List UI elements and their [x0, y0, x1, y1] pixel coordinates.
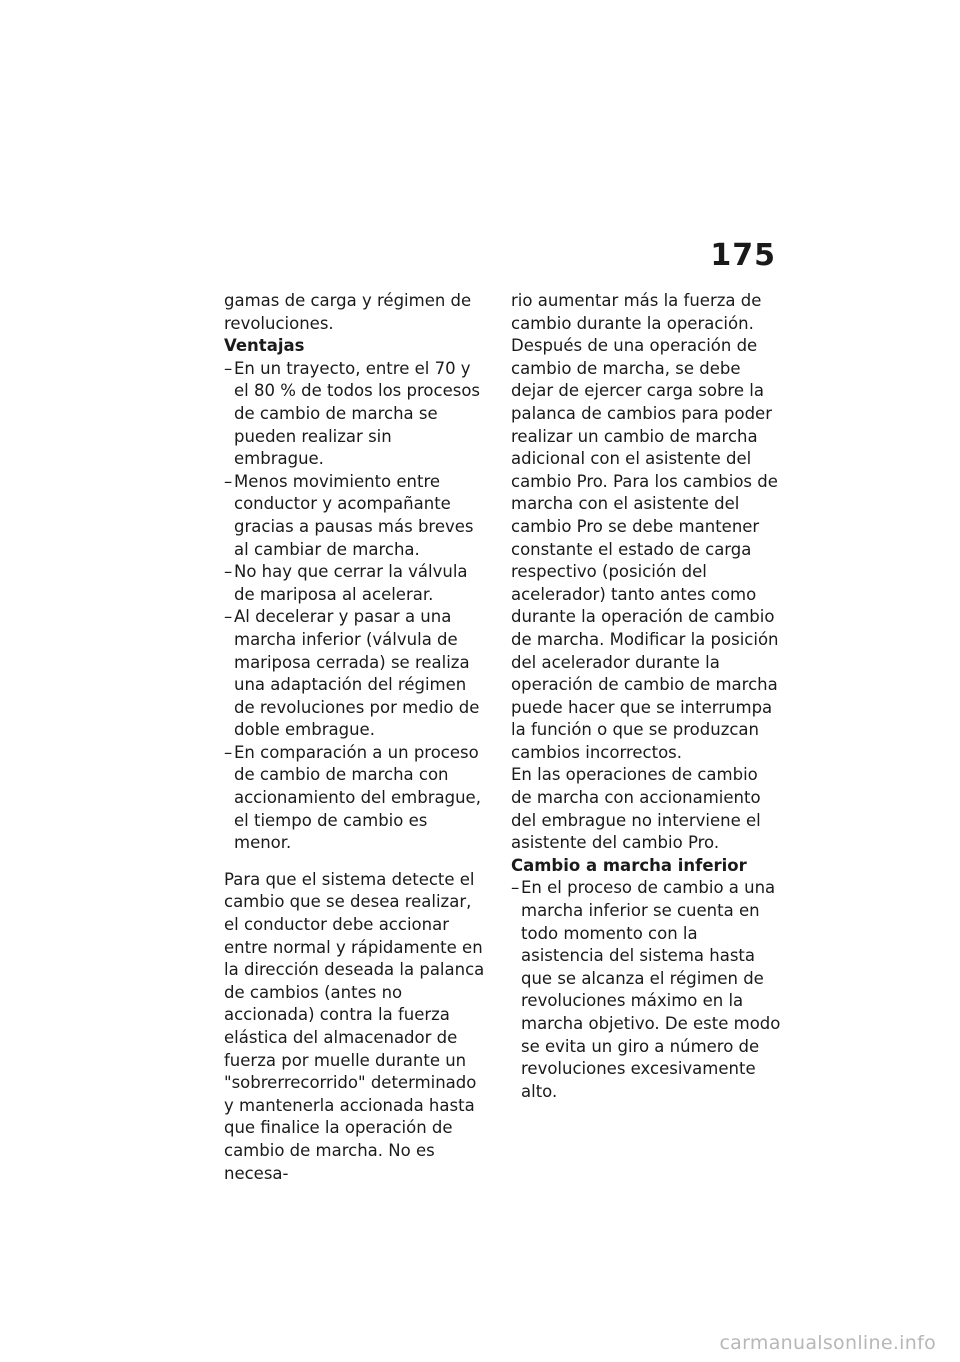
- intro-paragraph: gamas de carga y régimen de revoluciones.: [224, 291, 472, 333]
- list-item: – Menos movimiento entre conductor y acompañante gracias a pausas más breves al cambiar de marcha.: [224, 471, 486, 561]
- downshift-list: [511, 877, 781, 1103]
- list-item: – Al decelerar y pasar a una marcha inferior (válvula de mariposa cerrada) se realiza una adaptación del régimen de revoluciones por medio de doble embrague.: [224, 606, 486, 742]
- list-item: – En comparación a un proceso de cambio de marcha con accionamiento del embrague, el tiempo de cambio es menor.: [224, 742, 486, 855]
- list-item: – En un trayecto, entre el 70 y el 80 % de todos los procesos de cambio de marcha se pueden realizar sin embrague.: [224, 358, 486, 471]
- list-item: – No hay que cerrar la válvula de mariposa al acelerar.: [224, 561, 486, 606]
- body-paragraph: Para que el sistema detecte el cambio que se desea realizar, el conductor debe accionar entre normal y rápidamente en la dirección deseada la palanca de cambios (antes no accionada) contra la fuerza elástica del almacenador de fuerza por muelle durante un "sobrerrecorrido" determinado y mantenerla accionada hasta que finalice la operación de cambio de marcha. No es necesa-: [224, 869, 485, 1183]
- body-paragraph: rio aumentar más la fuerza de cambio durante la operación. Después de una operación de cambio de marcha, se debe dejar de ejercer carga sobre la palanca de cambios para poder realizar un cambio de marcha adicional con el asistente del cambio Pro. Para los cambios de marcha con el asistente del cambio Pro se debe mantener constante el estado de carga respectivo (posición del acelerador) tanto antes como durante la operación de cambio de marcha. Modificar la posición del acelerador durante la operación de cambio de marcha puede hacer que se interrumpa la función o que se produzcan cambios incorrectos.: [511, 291, 779, 762]
- watermark: carmanualsonline.info: [719, 1332, 936, 1354]
- left-column: [224, 290, 486, 1185]
- section-heading-ventajas: Ventajas: [224, 336, 305, 356]
- right-column: [511, 290, 781, 1103]
- page-number: 175: [710, 238, 776, 273]
- list-item: – En el proceso de cambio a una marcha inferior se cuenta en todo momento con la asistencia del sistema hasta que se alcanza el régimen de revoluciones máximo en la marcha objetivo. De este modo se evita un giro a número de revoluciones excesivamente alto.: [511, 877, 781, 1103]
- advantages-list: [224, 358, 486, 855]
- section-heading-downshift: Cambio a marcha inferior: [511, 855, 747, 875]
- body-paragraph: En las operaciones de cambio de marcha con accionamiento del embrague no interviene el asistente del cambio Pro.: [511, 765, 761, 853]
